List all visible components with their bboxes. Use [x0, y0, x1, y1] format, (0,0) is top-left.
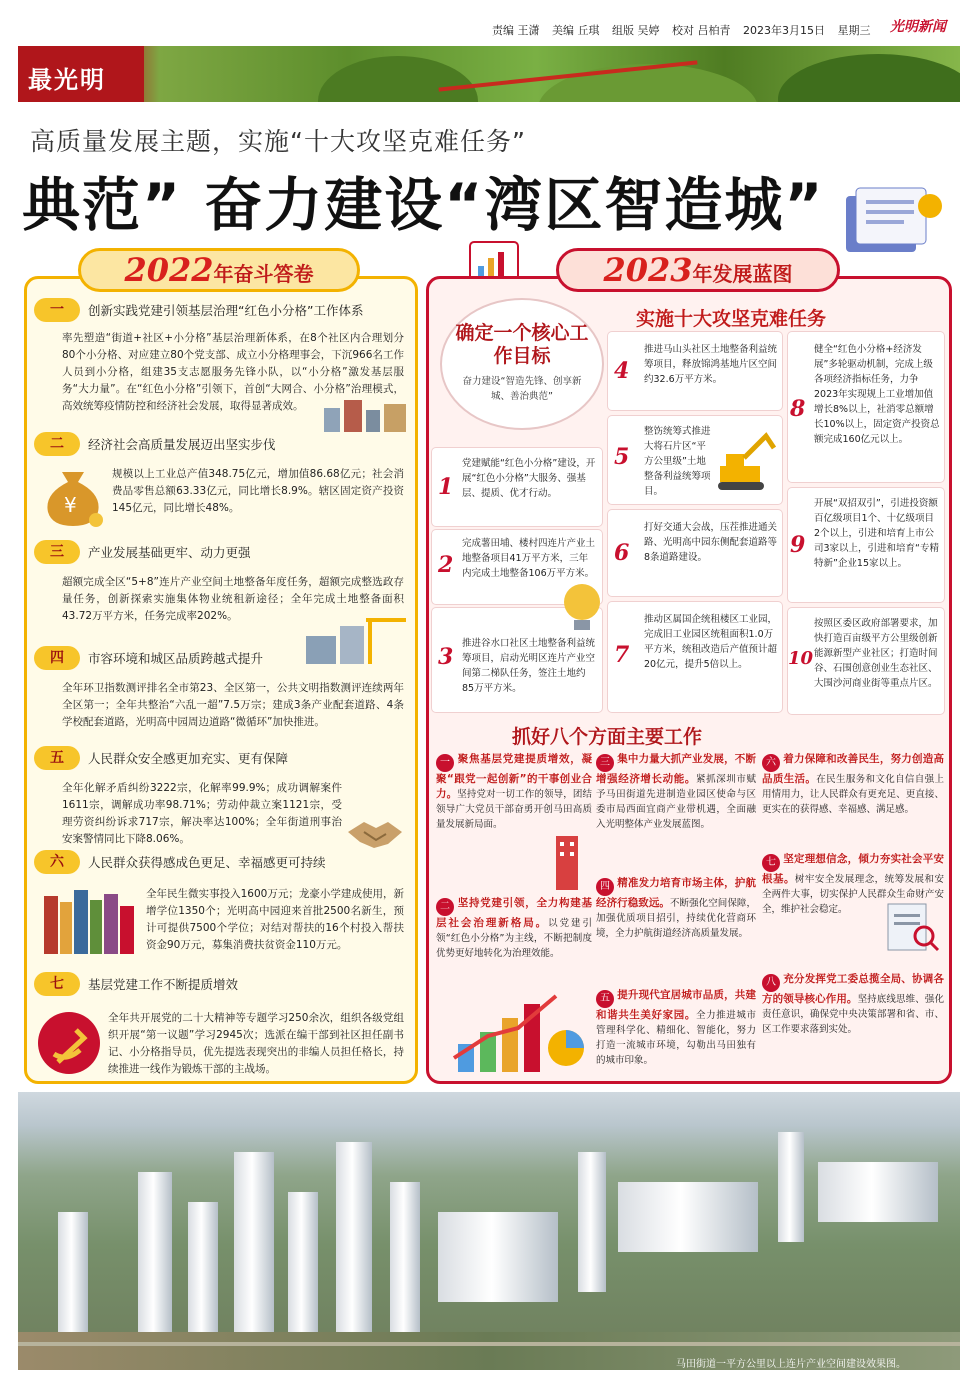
item-heading: 产业发展基础更牢、动力更强: [88, 545, 251, 560]
item-heading: 人民群众安全感更加充实、更有保障: [88, 751, 289, 766]
aspect-4: [596, 876, 756, 941]
task-number: 7: [614, 642, 630, 668]
item-title-2: [34, 432, 408, 456]
svg-text:¥: ¥: [64, 493, 77, 517]
aspect-body: 坚持党对一切工作的领导，团结领导广大党员干部奋勇开创马田高质量发展新局面。: [436, 789, 592, 830]
aspect-body: 树牢安全发展理念，统筹发展和安全两件大事，切实保护人民群众生命财产安全，维护社会稳定。: [762, 874, 944, 915]
tab-2023: [556, 248, 840, 292]
credits-line: [492, 22, 880, 38]
ten-tasks-title: 实施十大攻坚克难任务: [636, 308, 827, 330]
task-text: 推动区属国企统租楼区工业园，完成旧工业园区统租面积1.0万平方米，统租改造后产值预计超20亿元，提升5倍以上。: [644, 614, 778, 670]
item-title-1: [34, 298, 408, 322]
aspect-heading: 聚焦基层党建提质增效，凝聚“跟党一起创新”的干事创业合力。: [436, 753, 592, 800]
building: [618, 1182, 758, 1252]
building: [336, 1142, 372, 1342]
credit-editor: 责编 王潇: [492, 24, 540, 37]
aspect-mark: 二: [436, 898, 454, 916]
item-heading: 创新实践党建引领基层治理“红色小分格”工作体系: [88, 303, 364, 318]
item-heading: 人民群众获得感成色更足、幸福感更可持续: [88, 855, 326, 870]
item-body-3: 超额完成全区“5+8”连片产业空间土地整备年度任务，超额完成整选政存量任务，创新探索实施集体物业统租新途径；全年完成土地整备面积43.72万平方米，任务完成率202%。: [62, 576, 404, 622]
item-heading: 基层党建工作不断提质增效: [88, 977, 239, 992]
tab-2022-year: 2022: [124, 251, 214, 289]
item-number: 三: [34, 540, 80, 564]
aspect-body: 以党建引领“红色小分格”为主线，不断把制度优势更好地转化为治理效能。: [436, 918, 592, 959]
building: [234, 1152, 274, 1362]
tab-2022: [78, 248, 360, 292]
district-rendering-photo: [18, 1092, 960, 1370]
newspaper-brand: 光明新闻: [890, 19, 946, 35]
core-goal-body: 奋力建设“智造先锋、创享新城、善治典范”: [462, 376, 582, 402]
building: [438, 1212, 558, 1302]
building: [818, 1162, 938, 1222]
item-body-4: 全年环卫指数测评排名全市第23、全区第一，公共文明指数测评连续两年全区第一；全年共整治“六乱一超”7.5万宗；建成3条产业配套道路、4条学校配套道路，光明高中园周边道路“微循环”加快推进。: [62, 682, 404, 728]
eight-aspects-title: 抓好八个方面主要工作: [512, 726, 703, 748]
tower-icon: [542, 830, 592, 890]
tab-2023-year: 2023: [603, 251, 693, 289]
item-number: 六: [34, 850, 80, 874]
excavator-icon: [712, 426, 780, 496]
aspect-body: 紧抓深圳市赋予马田街道先进制造业园区使命与区委市局西面宜商产业带机遇，全面融入光明整体产业发展蓝图。: [596, 774, 756, 830]
aspect-8: [762, 972, 944, 1037]
item-title-6: [34, 850, 408, 874]
task-text: 打好交通大会战，压茬推进通关路、光明高中园东侧配套道路等8条道路建设。: [644, 522, 778, 563]
photo-caption: 马田街道一平方公里以上连片产业空间建设效果图。: [676, 1359, 906, 1370]
headline: 典范” 奋力建设“湾区智造城”: [22, 171, 825, 239]
item-title-7: [34, 972, 408, 996]
party-emblem-icon: [36, 1010, 102, 1076]
aspect-mark: 八: [762, 974, 780, 992]
item-title-4: [34, 646, 408, 670]
building: [578, 1152, 606, 1292]
aspect-heading: 着力保障和改善民生，努力创造高品质生活。: [762, 753, 944, 785]
item-body-5: 全年化解矛盾纠纷3222宗，化解率99.9%；成功调解案件1611宗，调解成功率98.71%；劳动仲裁立案1121宗，受理劳资纠纷诉求717宗，解决率达100%；全年街道刑事治安案警情同比下降8.06%。: [62, 782, 342, 845]
task-number: 10: [788, 648, 814, 669]
tab-2022-label: 年奋斗答卷: [213, 262, 314, 286]
masthead: [0, 0, 976, 44]
building: [288, 1192, 318, 1352]
task-text: 推进谷水口社区土地整备利益统筹项目，启动光明区连片产业空间第二梯队任务，签注土地约85万平方米。: [462, 638, 596, 694]
task-card-8: [788, 332, 944, 482]
aspect-heading: 集中力量大抓产业发展，不断增强经济增长动能。: [596, 753, 756, 785]
task-card-6: [608, 510, 782, 596]
item-title-3: [34, 540, 408, 564]
task-card-7: [608, 602, 782, 712]
aspect-3: [596, 752, 756, 832]
item-heading: 经济社会高质量发展迈出坚实步伐: [88, 437, 276, 452]
tab-2023-label: 年发展蓝图: [692, 262, 793, 286]
task-number: 2: [438, 552, 454, 578]
task-number: 9: [790, 532, 806, 558]
task-text: 健全“红色小分格+经济发展”多轮驱动机制，完成上级各项经济指标任务，力争2023年实现规上工业增加值增长8%以上，社消零总额增长10%以上，固定资产投资总额完成160亿元以上。: [814, 344, 940, 445]
task-number: 4: [614, 358, 630, 384]
item-number: 一: [34, 298, 80, 322]
banner-hill: [778, 54, 960, 102]
road: [18, 1342, 960, 1346]
task-number: 5: [614, 444, 630, 470]
task-text: 党建赋能“红色小分格”建设，开展“红色小分格”大服务、强基层、提质、优才行动。: [462, 458, 596, 499]
task-text: 推进马山头社区土地整备利益统筹项目，释放锦鸿基地片区空间约32.6万平方米。: [644, 344, 778, 385]
aspect-mark: 四: [596, 878, 614, 896]
aspect-heading: 坚持党建引领，全力构建基层社会治理新格局。: [436, 897, 592, 929]
money-bag-icon: [40, 462, 106, 528]
banner-hill: [538, 64, 758, 102]
task-number: 3: [438, 644, 454, 670]
growth-chart-icon: [448, 988, 588, 1076]
lightbulb-icon: [560, 580, 604, 636]
city-buildings-icon: [320, 396, 412, 432]
building: [390, 1182, 420, 1342]
building: [188, 1202, 218, 1352]
building: [138, 1172, 172, 1342]
building: [778, 1132, 804, 1242]
aspect-mark: 六: [762, 754, 780, 772]
books-icon: [38, 882, 140, 954]
core-goal-title: 确定一个核心工作目标: [455, 322, 589, 367]
aspect-heading: 坚定理想信念，倾力夯实社会平安根基。: [762, 853, 944, 885]
task-number: 6: [614, 540, 630, 566]
item-number: 四: [34, 646, 80, 670]
aspect-mark: 三: [596, 754, 614, 772]
task-number: 8: [790, 396, 806, 422]
section-banner: [18, 46, 960, 102]
task-card-9: [788, 488, 944, 602]
aspect-mark: 五: [596, 990, 614, 1008]
credit-proof: 校对 吕柏青: [672, 24, 731, 37]
task-card-4: [608, 332, 782, 410]
credit-layout: 组版 吴婷: [612, 24, 660, 37]
task-number: 1: [438, 474, 454, 500]
aspect-body: 在民生服务和文化自信自强上用情用力，让人民群众有更充足、更直接、更实在的获得感、幸福感、满足感。: [762, 774, 944, 815]
documents-icon: [826, 178, 946, 268]
aspect-6: [762, 752, 944, 817]
task-text: 开展“双招双引”，引进投资额百亿级项目1个、十亿级项目2个以上，引进和培育上市公司3家以上，引进和培育“专精特新”企业15家以上。: [814, 498, 939, 569]
item-body-7: 全年共开展党的二十大精神等专题学习250余次，组织各级党组织开展“第一议题”学习2945次；选派在编干部到社区担任副书记、小分格指导员，优先提选表现突出的非编人员担任格长，持续推进一线作为锻炼干部的主战场。: [108, 1012, 404, 1075]
item-number: 七: [34, 972, 80, 996]
issue-weekday: 星期三: [837, 24, 871, 37]
aspect-mark: 七: [762, 854, 780, 872]
section-name: 最光明: [28, 66, 106, 94]
aspect-5: [596, 988, 756, 1068]
building: [58, 1212, 88, 1332]
item-number: 五: [34, 746, 80, 770]
aspect-body: 不断强化空间保障，加强优质项目招引，持续优化营商环境，全力护航街道经济高质量发展。: [596, 898, 756, 939]
task-card-5: [608, 416, 782, 504]
subheadline: 高质量发展主题，实施“十大攻坚克难任务”: [30, 127, 526, 156]
task-text: 整饬统筹式推进大将石片区“平方公里级”土地整备利益统筹项目。: [644, 426, 711, 497]
item-heading: 市容环境和城区品质跨越式提升: [88, 651, 264, 666]
task-card-1: [432, 448, 602, 526]
aspect-body: 坚持底线思维、强化责任意识，确保党中央决策部署和省、市、区工作要求落到实处。: [762, 994, 944, 1035]
item-body-2: 规模以上工业总产值348.75亿元，增加值86.68亿元；社会消费品零售总额63.33亿元，同比增长8.9%。辖区固定资产投资145亿元，同比增长48%。: [112, 468, 404, 514]
aspect-heading: 精准发力培育市场主体，护航经济行稳致远。: [596, 877, 756, 909]
item-body-6: 全年民生微实事投入1600万元；龙豪小学建成使用，新增学位1350个；光明高中园迎来首批2500名新生，预计可提供7500个学位；对结对帮扶的16个村投入帮扶资金90万元，募集消费扶贫资金110万元。: [146, 888, 404, 951]
handshake-icon: [344, 808, 406, 854]
task-text: 完成薯田埔、楼村四连片产业土地整备项目41万平方米，三年内完成土地整备106万平方米。: [462, 538, 596, 579]
document-magnifier-icon: [884, 900, 942, 956]
aspect-body: 全力推进城市管理科学化、精细化、智能化，努力打造一流城市环境，勾勒出马田独有的城市印象。: [596, 1010, 756, 1066]
aspect-1: [436, 752, 592, 832]
item-title-5: [34, 746, 408, 770]
issue-date: 2023年3月15日: [743, 24, 825, 37]
aspect-mark: 一: [436, 754, 454, 772]
banner-hill: [318, 56, 478, 102]
aspect-heading: 充分发挥党工委总揽全局、协调各方的领导核心作用。: [762, 973, 944, 1005]
aspect-heading: 提升现代宜居城市品质，共建和谐共生美好家园。: [596, 989, 756, 1021]
item-number: 二: [34, 432, 80, 456]
task-text: 按照区委区政府部署要求，加快打造百亩级平方公里级创新能源新型产业社区；打造时间谷、石围创意创业生态社区、大围沙河商业街等重点片区。: [814, 618, 938, 689]
task-card-10: [788, 608, 944, 714]
aspect-2: [436, 896, 592, 961]
credit-art: 美编 丘琪: [552, 24, 600, 37]
item-body-1: 率先塑造“街道+社区+小分格”基层治理新体系，在8个社区内合理划分80个小分格、对应建立80个党支部、成立小分格理事会，下沉966名工作人员到小分格，组建35支志愿服务先锋小队，以“小分格”激发基层服务“大力量”。在“红色小分格”引领下，首创“大网合、小分格”治理模式，高效统筹疫情防控和经济社会发展，取得显著成效。: [62, 332, 404, 412]
